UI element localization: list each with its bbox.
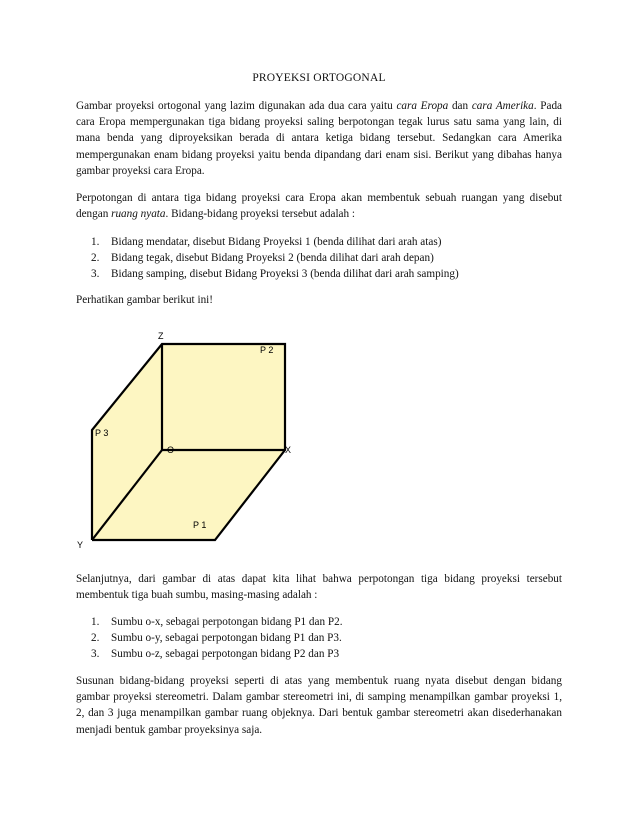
list-item: [76, 614, 556, 630]
ruang-text-2: . Bidang-bidang proyeksi tersebut adalah :: [165, 208, 356, 221]
list-number: 1.: [91, 236, 100, 248]
paragraph-selanjutnya: Selanjutnya, dari gambar di atas dapat kita lihat bahwa perpotongan tiga bidang proyeksi tersebut membentuk tiga buah sumbu, masing-masing adalah :: [76, 573, 562, 602]
list-text: Sumbu o-y, sebagai perpotongan bidang P1 dan P3.: [111, 632, 342, 645]
list-number: 2.: [91, 252, 100, 265]
list-number: 3.: [91, 648, 100, 661]
list-number: 1.: [91, 616, 100, 628]
projection-planes-figure: [70, 320, 310, 550]
list-sumbu: [76, 614, 556, 663]
plane-group: [92, 344, 285, 540]
label-o: O: [167, 445, 175, 455]
list-number: 2.: [91, 632, 100, 645]
list-text: Bidang mendatar, disebut Bidang Proyeksi 1 (benda dilihat dari arah atas): [111, 236, 442, 248]
intro-italic-eropa: cara Eropa: [396, 100, 449, 112]
document-title: PROYEKSI ORTOGONAL: [252, 72, 386, 84]
list-text: Sumbu o-z, sebagai perpotongan bidang P2 dan P3: [111, 648, 340, 661]
intro-text-2: dan: [448, 100, 472, 112]
list-bidang-proyeksi: [76, 234, 556, 283]
paragraph-perhatikan: Perhatikan gambar berikut ini!: [76, 294, 214, 306]
list-text: Bidang samping, disebut Bidang Proyeksi 3 (benda dilihat dari arah samping): [111, 268, 459, 281]
label-z: Z: [158, 331, 164, 341]
list-number: 3.: [91, 268, 100, 281]
list-item: [76, 266, 556, 282]
intro-italic-amerika: cara Amerika: [471, 100, 534, 112]
label-p1: P 1: [193, 520, 207, 530]
label-p2: P 2: [260, 345, 274, 355]
label-x: X: [285, 445, 292, 455]
label-y: Y: [77, 540, 84, 550]
ruang-italic: ruang nyata: [111, 208, 166, 221]
list-item: [76, 234, 556, 250]
intro-text-1: Gambar proyeksi ortogonal yang lazim digunakan ada dua cara yaitu: [76, 100, 397, 112]
ruang-text-1: Perpotongan di antara tiga bidang proyeksi cara Eropa akan membentuk sebuah ruangan yang disebut dengan: [76, 192, 562, 221]
list-item: [76, 646, 556, 662]
list-item: [76, 250, 556, 266]
intro-text-3: . Pada cara Eropa mempergunakan tiga bidang proyeksi saling berpotongan tegak lurus satu sama yang lain, di mana benda yang diproyeksikan berada di antara ketiga bidang tersebut. Sedangkan cara Amerika mempergunakan enam bidang proyeksi yaitu benda dipandang dari enam sisi. Berikut yang dibahas hanya gambar proyeksi cara Eropa.: [76, 100, 563, 177]
label-p3: P 3: [95, 428, 109, 438]
plane-p2: [162, 344, 285, 450]
paragraph-susunan: Susunan bidang-bidang proyeksi seperti di atas yang membentuk ruang nyata disebut dengan bidang gambar proyeksi stereometri. Dalam gambar stereometri ini, di samping menampilkan gambar proyeksi 1, 2, dan 3 juga menampilkan gambar ruang objeknya. Dari bentuk gambar stereometri akan disederhanakan menjadi bentuk gambar proyeksinya saja.: [76, 675, 562, 736]
paragraph-ruang-nyata: [76, 190, 562, 222]
list-text: Sumbu o-x, sebagai perpotongan bidang P1 dan P2.: [111, 616, 343, 628]
list-text: Bidang tegak, disebut Bidang Proyeksi 2 (benda dilihat dari arah depan): [111, 252, 434, 265]
paragraph-intro: [76, 98, 562, 179]
list-item: [76, 630, 556, 646]
